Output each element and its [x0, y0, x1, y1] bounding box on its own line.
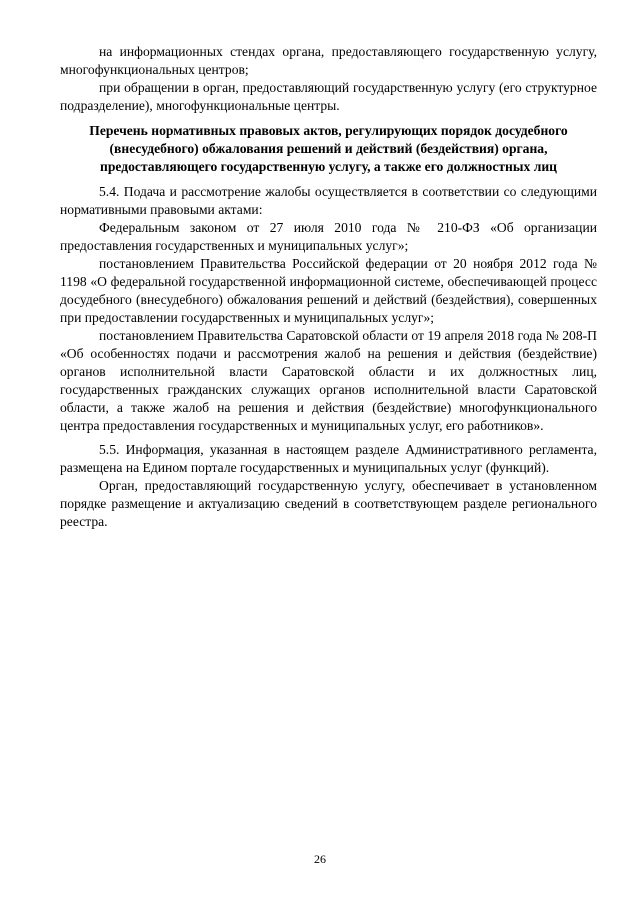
paragraph-registry-update: Орган, предоставляющий государственную услугу, обеспечивает в установленном порядке размещение и актуализацию сведений в соответствующем разделе регионального реестра. [60, 478, 597, 529]
paragraph-info-stands: на информационных стендах органа, предоставляющего государственную услугу, многофункциональных центров; [60, 44, 597, 77]
paragraph-5-4-intro: 5.4. Подача и рассмотрение жалобы осуществляется в соответствии со следующими нормативными правовыми актами: [60, 184, 597, 217]
paragraph-5-5: 5.5. Информация, указанная в настоящем разделе Административного регламента, размещена на Едином портале государственных и муниципальных услуг (функций). [60, 442, 597, 475]
document-page [60, 43, 597, 531]
paragraph-saratov-resolution: постановлением Правительства Саратовской области от 19 апреля 2018 года № 208-П «Об особенностях подачи и рассмотрения жалоб на решения и действия (бездействие) органов исполнительной власти Саратовской области и их должностных лиц, государственных гражданских служащих органов исполнительной власти Саратовской области, а также жалоб на решения и действия (бездействие) многофункционального центра предоставления государственных и муниципальных услуг, его работников». [60, 328, 597, 433]
paragraph-rf-government-resolution: постановлением Правительства Российской федерации от 20 ноября 2012 года № 1198 «О федеральной государственной информационной системе, обеспечивающей процесс досудебного (внесудебного) обжалования решений и действий (бездействия), совершенных при предоставлении государственных и муниципальных услуг»; [60, 256, 597, 325]
page-number: 26 [314, 852, 326, 866]
paragraph-federal-law: Федеральным законом от 27 июля 2010 года № 210-ФЗ «Об организации предоставления государственных и муниципальных услуг»; [60, 220, 597, 253]
section-heading: Перечень нормативных правовых актов, регулирующих порядок досудебного (внесудебного) обжалования решений и действий (бездействия) органа, предоставляющего государственную услугу, а также его должностных лиц [89, 123, 568, 174]
paragraph-appeal-to-organ: при обращении в орган, предоставляющий государственную услугу (его структурное подразделение), многофункциональные центры. [60, 80, 597, 113]
